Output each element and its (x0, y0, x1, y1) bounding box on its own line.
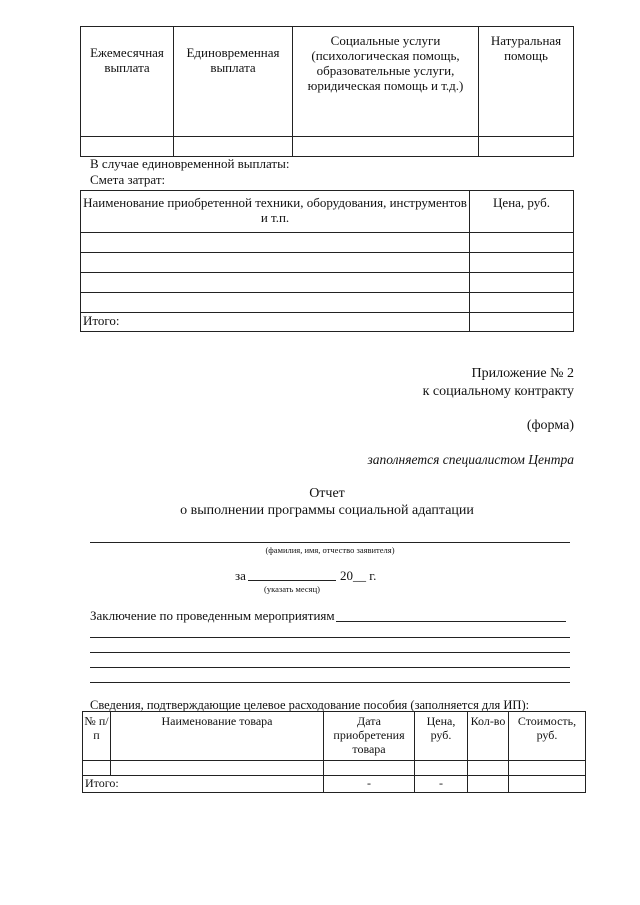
estimate-label: Смета затрат: (90, 172, 166, 187)
header-quantity: Кол-во (468, 712, 509, 761)
year-label: 20__ г. (340, 568, 377, 583)
table-cell[interactable] (470, 253, 574, 273)
table-cell[interactable] (468, 776, 509, 793)
table-row (81, 253, 574, 273)
conclusion-line[interactable] (90, 652, 570, 653)
appendix-subtitle: к социальному контракту (422, 384, 574, 399)
total-label: Итого: (81, 313, 470, 332)
header-social-services: Социальные услуги (психологическая помощь, образовательные услуги, юридическая помощь и т.д.) (293, 27, 479, 137)
table-cell[interactable] (81, 253, 470, 273)
appendix-title: Приложение № 2 (471, 366, 574, 381)
table-cell[interactable] (81, 233, 470, 253)
applicant-name-line[interactable] (90, 542, 570, 543)
total-label: Итого: (83, 776, 324, 793)
month-caption: (указать месяц) (264, 584, 320, 594)
goods-table (82, 711, 586, 793)
conclusion-line[interactable] (336, 621, 566, 622)
table-cell[interactable] (111, 761, 324, 776)
table-cell[interactable] (415, 761, 468, 776)
table-row (81, 293, 574, 313)
estimate-table (80, 190, 574, 332)
month-line[interactable] (248, 580, 336, 581)
table-row (83, 761, 586, 776)
report-title: Отчет (309, 486, 345, 501)
header-price: Цена, руб. (415, 712, 468, 761)
table-cell[interactable] (81, 293, 470, 313)
header-cost: Стоимость, руб. (509, 712, 586, 761)
table-cell[interactable] (468, 761, 509, 776)
table-cell[interactable] (293, 137, 479, 157)
table-cell[interactable] (470, 273, 574, 293)
header-single-payment: Единовременная выплата (174, 27, 293, 137)
payment-types-table (80, 26, 574, 157)
table-cell[interactable] (470, 293, 574, 313)
table-cell[interactable] (324, 761, 415, 776)
table-cell[interactable] (83, 761, 111, 776)
conclusion-label: Заключение по проведенным мероприятиям (90, 608, 335, 623)
header-price: Цена, руб. (470, 191, 574, 233)
header-purchase-date: Дата приобретения товара (324, 712, 415, 761)
total-row (81, 313, 574, 332)
total-date: - (324, 776, 415, 793)
header-number: № п/п (83, 712, 111, 761)
table-cell[interactable] (81, 273, 470, 293)
table-row (81, 137, 574, 157)
table-cell[interactable] (509, 776, 586, 793)
header-equipment-name: Наименование приобретенной техники, оборудования, инструментов и т.п. (81, 191, 470, 233)
conclusion-line[interactable] (90, 682, 570, 683)
table-header-row (81, 191, 574, 233)
table-row (81, 273, 574, 293)
table-header-row (83, 712, 586, 761)
header-goods-name: Наименование товара (111, 712, 324, 761)
total-price: - (415, 776, 468, 793)
filled-by-label: заполняется специалистом Центра (367, 452, 574, 467)
table-cell[interactable] (509, 761, 586, 776)
total-value-cell[interactable] (470, 313, 574, 332)
for-label: за (235, 568, 246, 583)
single-payment-label: В случае единовременной выплаты: (90, 156, 290, 171)
table-row (81, 233, 574, 253)
header-monthly-payment: Ежемесячная выплата (81, 27, 174, 137)
conclusion-line[interactable] (90, 637, 570, 638)
header-natural-aid: Натуральная помощь (479, 27, 574, 137)
table-cell[interactable] (174, 137, 293, 157)
table-cell[interactable] (479, 137, 574, 157)
table-header-row (81, 27, 574, 137)
table-cell[interactable] (470, 233, 574, 253)
conclusion-line[interactable] (90, 667, 570, 668)
table-cell[interactable] (81, 137, 174, 157)
name-caption: (фамилия, имя, отчество заявителя) (265, 545, 395, 555)
goods-label: Сведения, подтверждающие целевое расходование пособия (заполняется для ИП): (90, 698, 530, 712)
report-subtitle: о выполнении программы социальной адаптации (180, 503, 474, 518)
form-label: (форма) (526, 418, 574, 433)
total-row (83, 776, 586, 793)
